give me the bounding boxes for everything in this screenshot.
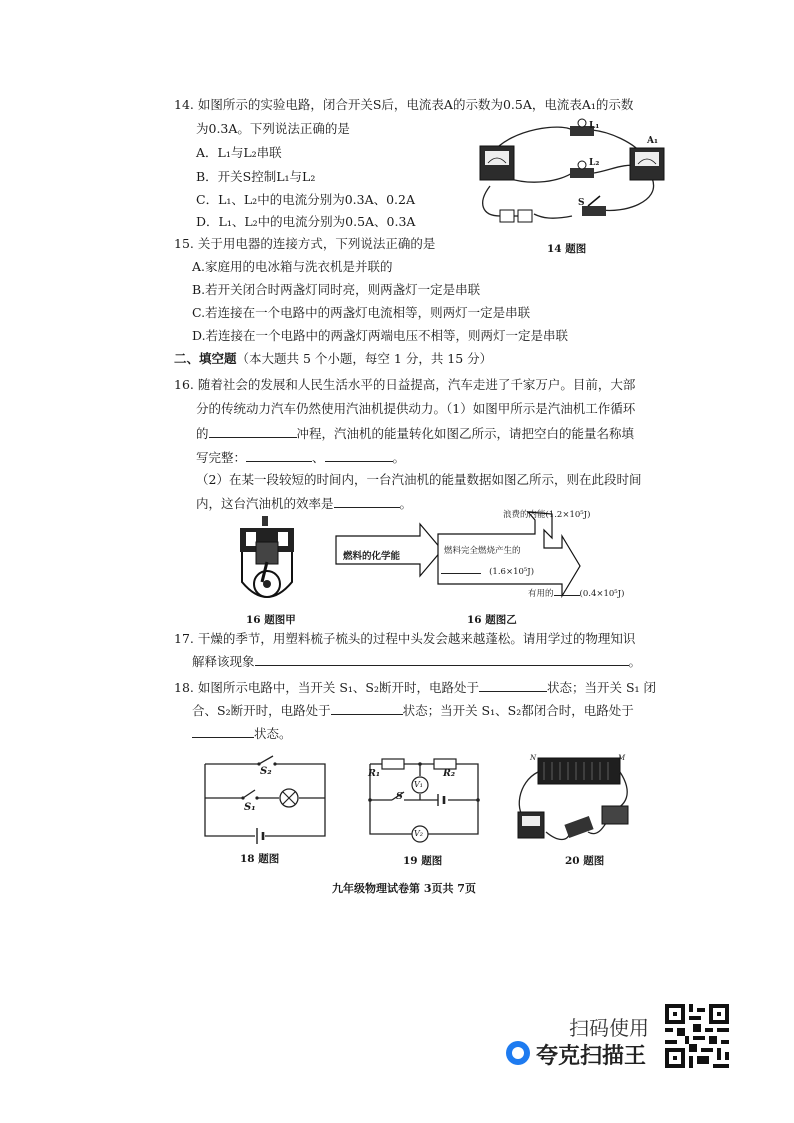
q19-label-v2: V₂ <box>414 829 423 838</box>
q16-blank-stroke[interactable] <box>209 425 297 438</box>
q16-engine-figure <box>232 512 302 608</box>
q16-line4-end: 。 <box>392 450 406 465</box>
q16-blank-energy-2[interactable] <box>325 449 393 462</box>
q14-stem-line2: 为0.3A。下列说法正确的是 <box>196 121 350 136</box>
q16-released-value-row <box>441 565 534 577</box>
q16-line3-end: 冲程，汽油机的能量转化如图乙所示，请把空白的能量名称填 <box>296 426 635 441</box>
q14-label-l1: L₁ <box>589 121 600 131</box>
q16-blank-released[interactable] <box>441 565 481 574</box>
q16-figure-a-caption: 16 题图甲 <box>246 614 296 626</box>
q15-option-d: D.若连接在一个电路中的两盏灯两端电压不相等，则两灯一定是串联 <box>192 328 569 343</box>
q18-blank-3[interactable] <box>192 725 254 738</box>
q16-released-energy: 燃料完全燃烧产生的 <box>444 546 521 556</box>
q14-label-l2: L₂ <box>589 158 600 168</box>
q16-released-value: (1.6×10⁵J) <box>489 567 535 577</box>
q16-line3-start: 的 <box>196 426 209 441</box>
q16-line5: （2）在某一段较短的时间内，一台汽油机的能量数据如图乙所示，则在此段时间 <box>196 472 642 487</box>
q17-line2-start: 解释该现象 <box>192 654 255 669</box>
q16-useful-label: 有用的 <box>528 589 554 599</box>
q15-option-b: B.若开关闭合时两盏灯同时亮，则两盏灯一定是串联 <box>192 282 481 297</box>
q16-line6-start: 内，这台汽油机的效率是 <box>196 496 334 511</box>
q20-figure-caption: 20 题图 <box>565 855 605 867</box>
q18-line1-end: 状态；当开关 S₁ 闭 <box>546 680 657 695</box>
q16-line3 <box>196 425 634 441</box>
q18-line1-start: 18. 如图所示电路中，当开关 S₁、S₂断开时，电路处于 <box>174 680 479 695</box>
q18-line2 <box>192 702 634 718</box>
q16-waste-energy: 浪费的内能(1.2×10⁵J) <box>503 510 591 520</box>
q18-label-s2: S₂ <box>260 766 272 777</box>
q16-line2: 分的传统动力汽车仍然使用汽油机提供动力。（1）如图甲所示是汽油机工作循环 <box>196 401 636 416</box>
q18-line3-end: 状态。 <box>254 726 292 741</box>
q20-apparatus-figure <box>508 752 638 848</box>
q16-fuel-energy: 燃料的化学能 <box>343 551 401 562</box>
q16-useful-row <box>528 587 624 599</box>
q19-circuit-figure <box>368 762 480 840</box>
q14-option-a: A．L₁与L₂串联 <box>196 145 282 160</box>
q14-option-b: B．开关S控制L₁与L₂ <box>196 169 316 184</box>
q15-option-a: A.家庭用的电冰箱与洗衣机是并联的 <box>192 259 393 274</box>
q16-blank-efficiency[interactable] <box>334 495 400 508</box>
q16-figure-b-caption: 16 题图乙 <box>467 614 517 626</box>
page-footer: 九年级物理试卷第 3页共 7页 <box>332 882 476 895</box>
q14-label-s: S <box>578 198 585 208</box>
scan-use-text: 扫码使用 <box>569 1016 649 1040</box>
q18-line2-end: 状态；当开关 S₁、S₂都闭合时，电路处于 <box>402 703 634 718</box>
q19-label-r1: R₁ <box>368 768 381 779</box>
q14-circuit-figure <box>472 118 672 238</box>
q14-figure-caption: 14 题图 <box>547 243 587 255</box>
q14-option-d: D．L₁、L₂中的电流分别为0.5A、0.3A <box>196 214 416 229</box>
q16-line4-sep: 、 <box>312 450 325 465</box>
q16-blank-useful[interactable] <box>554 587 580 596</box>
q14-label-a1: A₁ <box>647 136 658 146</box>
q18-line2-start: 合、S₂断开时，电路处于 <box>192 703 331 718</box>
q17-blank-explanation[interactable] <box>255 653 629 666</box>
q15-option-c: C.若连接在一个电路中的两盏灯电流相等，则两灯一定是串联 <box>192 305 531 320</box>
scan-brand-text: 夸克扫描王 <box>536 1044 647 1069</box>
q18-blank-1[interactable] <box>479 679 547 692</box>
q16-blank-energy-1[interactable] <box>246 449 312 462</box>
q18-blank-2[interactable] <box>331 702 403 715</box>
q18-line1 <box>174 679 656 695</box>
q19-label-s: S <box>396 791 403 802</box>
q14-option-c: C．L₁、L₂中的电流分别为0.3A、0.2A <box>196 192 416 207</box>
section-heading <box>174 351 492 366</box>
q19-label-v1: V₁ <box>414 780 423 789</box>
q17-line2-end: 。 <box>628 654 642 669</box>
q16-line1: 16. 随着社会的发展和人民生活水平的日益提高，汽车走进了千家万户。目前，大部 <box>174 377 636 392</box>
q17-line2 <box>192 653 641 669</box>
section-note: （本大题共 5 个小题，每空 1 分，共 15 分） <box>236 351 493 366</box>
q16-line6-end: 。 <box>399 496 413 511</box>
qr-code-icon[interactable] <box>665 1004 729 1068</box>
section-title: 二、填空题 <box>174 351 237 366</box>
q20-label-m: M <box>618 754 626 762</box>
q16-useful-value: (0.4×10⁵J) <box>579 589 625 599</box>
q14-stem-line1: 14. 如图所示的实验电路，闭合开关S后，电流表A的示数为0.5A，电流表A₁的示数 <box>174 97 634 112</box>
q17-line1: 17. 干燥的季节，用塑料梳子梳头的过程中头发会越来越蓬松。请用学过的物理知识 <box>174 631 636 646</box>
q18-figure-caption: 18 题图 <box>240 853 280 865</box>
q19-figure-caption: 19 题图 <box>403 855 443 867</box>
q20-label-n: N <box>530 754 537 762</box>
quark-logo-icon <box>506 1041 530 1065</box>
q16-line4 <box>196 449 405 465</box>
q16-line4-start: 写完整： <box>196 450 247 465</box>
q18-line3 <box>192 725 292 741</box>
q15-stem: 15. 关于用电器的连接方式，下列说法正确的是 <box>174 236 436 251</box>
q18-label-s1: S₁ <box>244 802 256 813</box>
q19-label-r2: R₂ <box>443 768 456 779</box>
